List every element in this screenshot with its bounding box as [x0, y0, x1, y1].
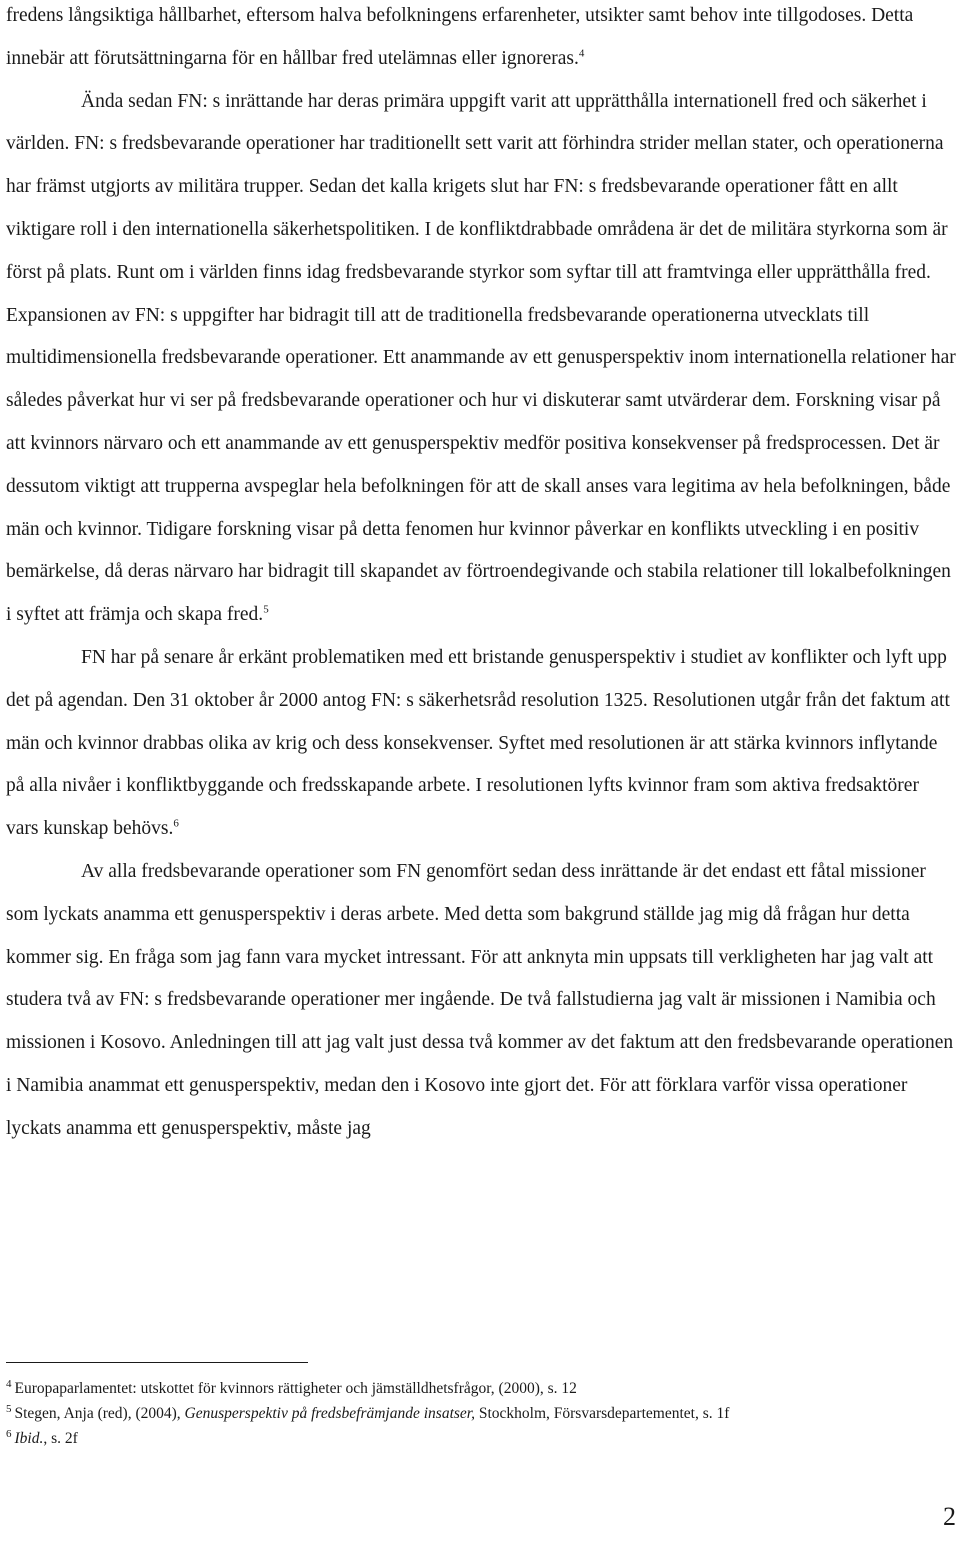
- paragraph-4-text: Av alla fredsbevarande operationer som FN genomfört sedan dess inrättande är det endast ett fåtal missioner som lyckats anamma ett genusperspektiv i deras arbete. Med detta som bakgrund ställde jag mig då frågan hur detta kommer sig. En fråga som jag fann vara mycket intressant. För att anknyta min uppsats till verkligheten har jag valt att studera två av FN: s fredsbevarande operationer mer ingående. De två fallstudierna jag valt är missionen i Namibia och missionen i Kosovo. Anledningen till att jag valt just dessa två kommer av det faktum att den fredsbevarande operationen i Namibia anammat ett genusperspektiv, medan den i Kosovo inte gjort det. För att förklara varför vissa operationer lyckats anamma ett genusperspektiv, måste jag: [6, 860, 954, 1139]
- footnote-italic-ibid: Ibid.: [14, 1430, 44, 1447]
- body-text: [6, 0, 956, 1151]
- paragraph-1: [6, 0, 956, 81]
- paragraph-4: [6, 851, 956, 1151]
- footnotes: [6, 1376, 956, 1451]
- footnote-text-after: Stockholm, Försvarsdepartementet, s. 1f: [474, 1405, 730, 1422]
- paragraph-3: [6, 637, 956, 851]
- paragraph-3-text: FN har på senare år erkänt problematiken med ett bristande genusperspektiv i studiet av konflikter och lyft upp det på agendan. Den 31 oktober år 2000 antog FN: s säkerhetsråd resolution 1325. Resolutionen utgår från det faktum att män och kvinnor drabbas olika av krig och dess konsekvenser. Syftet med resolutionen är att stärka kvinnors inflytande på alla nivåer i konfliktbyggande och fredsskapande arbete. I resolutionen lyfts kvinnor fram som aktiva fredsaktörer vars kunskap behövs.: [6, 646, 950, 840]
- paragraph-2: [6, 81, 956, 637]
- footnote-number: 4: [6, 1377, 12, 1390]
- footnote-6: [6, 1426, 956, 1451]
- footnote-ref-4: 4: [578, 47, 585, 60]
- footnote-number: 6: [6, 1427, 12, 1440]
- footnote-separator: [6, 1362, 308, 1363]
- footnote-4: [6, 1376, 956, 1401]
- footnote-text: Europaparlamentet: utskottet för kvinnors rättigheter och jämställdhetsfrågor, (2000), s. 12: [14, 1380, 577, 1397]
- footnote-italic-title: Genusperspektiv på fredsbefrämjande insatser,: [184, 1405, 475, 1422]
- footnote-5: [6, 1401, 956, 1426]
- footnote-number: 5: [6, 1402, 12, 1415]
- page-number: 2: [943, 1502, 956, 1531]
- paragraph-1-text: fredens långsiktiga hållbarhet, eftersom halva befolkningens erfarenheter, utsikter samt behov inte tillgodoses. Detta innebär att förutsättningarna för en hållbar fred utelämnas eller ignoreras.: [6, 5, 914, 69]
- paragraph-2-text: Ända sedan FN: s inrättande har deras primära uppgift varit att upprätthålla internationell fred och säkerhet i världen. FN: s fredsbevarande operationer har traditionellt sett varit att förhindra strider mellan stater, och operationerna har främst utgjorts av militära trupper. Sedan det kalla krigets slut har FN: s fredsbevarande operationer fått en allt viktigare roll i den internationella säkerhetspolitiken. I de konfliktdrabbade områdena är det de militära styrkorna som är först på plats. Runt om i världen finns idag fredsbevarande styrkor som syftar till att framtvinga eller upprätthålla fred. Expansionen av FN: s uppgifter har bidragit till att de traditionella fredsbevarande operationerna utvecklats till multidimensionella fredsbevarande operationer. Ett anammande av ett genusperspektiv inom internationella relationer har således påverkat hur vi ser på fredsbevarande operationer och hur vi diskuterar samt utvärderar dem. Forskning visar på att kvinnors närvaro och ett anammande av ett genusperspektiv medför positiva konsekvenser på fredsprocessen. Det är dessutom viktigt att trupperna avspeglar hela befolkningen för att de skall anses vara legitima av hela befolkningen, både män och kvinnor. Tidigare forskning visar på detta fenomen hur kvinnor påverkar en konflikts utveckling i en positiv bemärkelse, då deras närvaro har bidragit till skapandet av förtroendegivande och stabila relationer till lokalbefolkningen i syftet att främja och skapa fred.: [6, 90, 956, 626]
- footnote-ref-5: 5: [263, 603, 269, 616]
- footnote-text-after: , s. 2f: [43, 1430, 78, 1447]
- footnote-text: Stegen, Anja (red), (2004),: [14, 1405, 185, 1422]
- footnote-ref-6: 6: [173, 817, 179, 830]
